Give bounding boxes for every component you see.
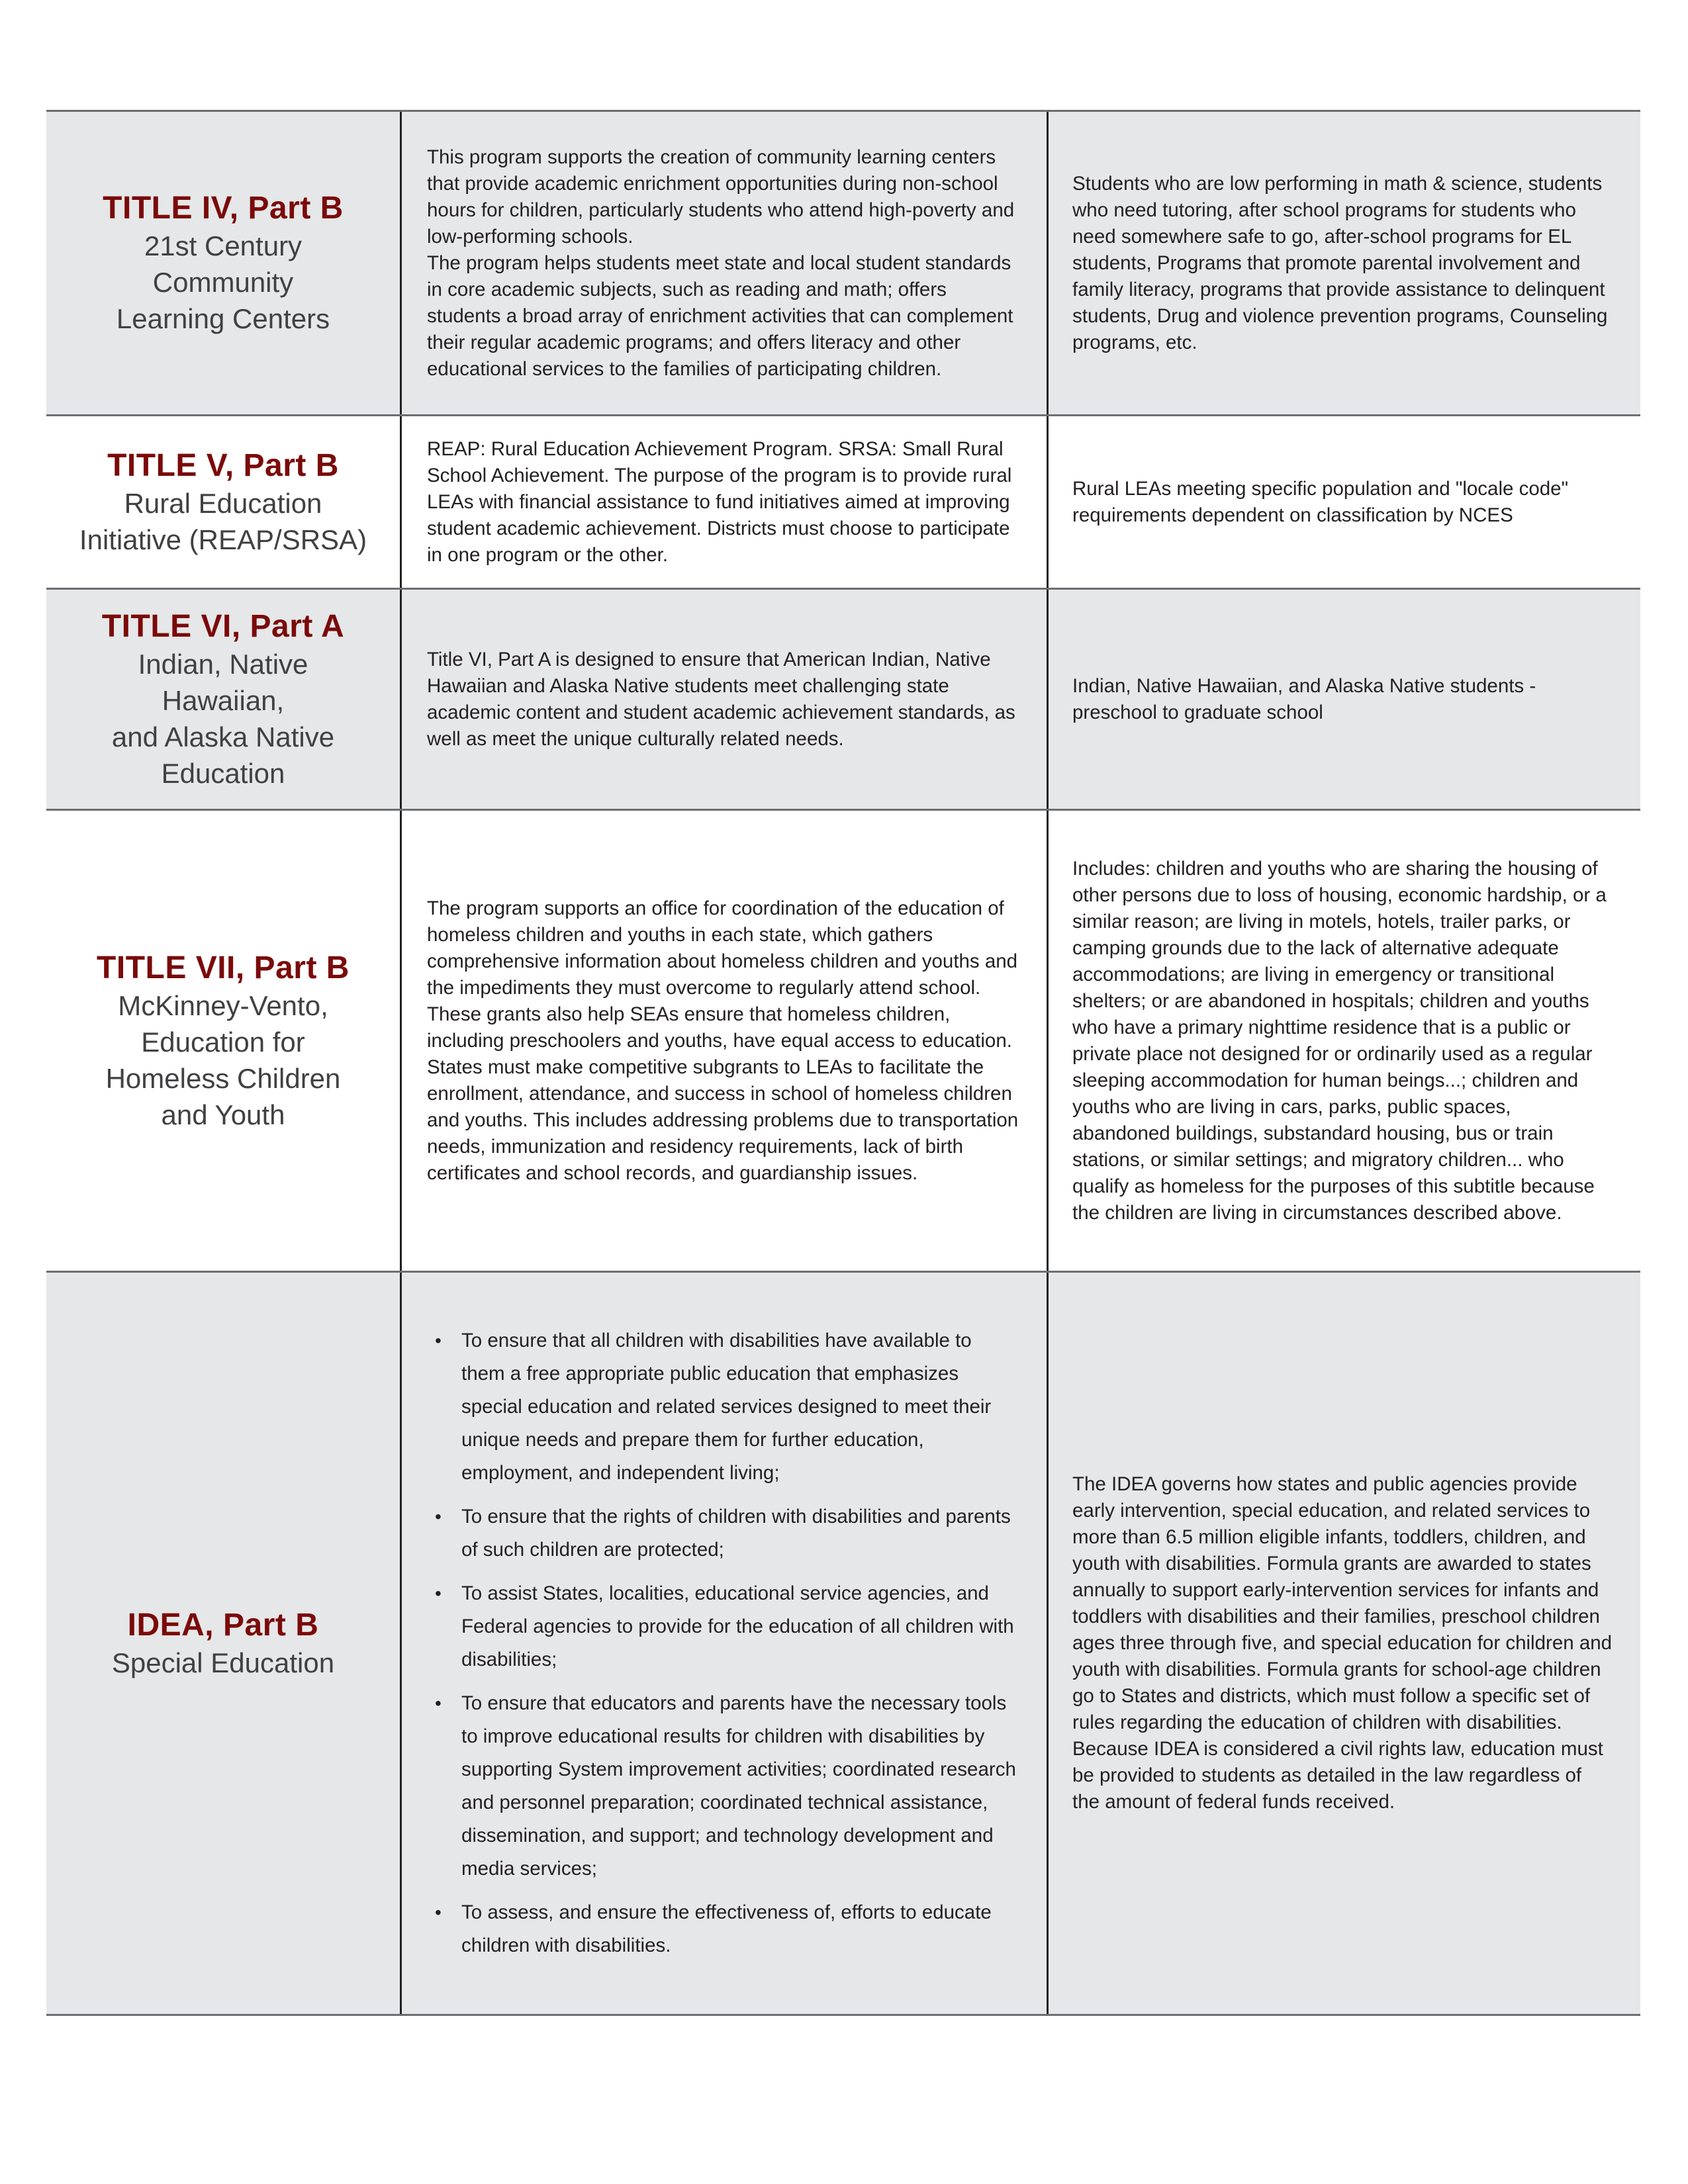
eligibility-text: The IDEA governs how states and public agencies provide early intervention, special education, and related services to more than 6.5 million eligible infants, toddlers, children, and youth with disabilities. Formula grants are awarded to states annually to support early-intervention services for infants and toddlers with disabilities and their families, preschool children ages three through five, and special education for children and youth with disabilities. Formula grants for school-age children go to States and districts, which must follow a specific set of rules regarding the education of children with disabilities. Because IDEA is considered a civil rights law, education must be provided to students as detailed in the law regardless of the amount of federal funds received.	[1072, 1473, 1613, 1813]
program-subtitle-line: Hawaiian,	[162, 684, 285, 716]
program-subtitle-line: Initiative (REAP/SRSA)	[79, 523, 367, 555]
program-subtitle-line: Community	[152, 267, 294, 298]
eligibility-text: Includes: children and youths who are sharing the housing of other persons due to loss of housing, economic hardship, or a similar reason; are living in motels, hotels, trailer parks, or camping grounds due to the lack of alternative adequate accommodations; are living in emergency or transitional shelters; or are abandoned in hospitals; children and youths who have a primary nighttime residence that is a public or private place not designed for or ordinarily used as a regular sleeping accommodation for human beings...; children and youths who are living in cars, parks, public spaces, abandoned buildings, substandard housing, bus or train stations, or similar settings; and migratory children... who qualify as homeless for the purposes of this subtitle because the children are living in circumstances described above.	[1072, 857, 1607, 1224]
purpose-bullet-list	[427, 1324, 1020, 1962]
bullet-icon: •	[435, 1693, 442, 1713]
table-row-title-v	[46, 416, 1640, 590]
program-title: TITLE V, Part B	[107, 447, 339, 483]
bullet-item	[435, 1324, 1020, 1490]
bullet-item	[435, 1687, 1020, 1886]
program-name-cell	[46, 811, 402, 1271]
table-row-title-iv	[46, 112, 1640, 416]
eligibility-cell	[1049, 590, 1640, 809]
eligibility-cell	[1049, 112, 1640, 414]
program-description: Title VI, Part A is designed to ensure that American Indian, Native Hawaiian and Alaska Native students meet challenging state academic content and student academic achievement standards, as well as meet the unique culturally related needs.	[427, 648, 1015, 750]
eligibility-cell	[1049, 1273, 1640, 2014]
bullet-text: To ensure that educators and parents have the necessary tools to improve educational results for children with disabilities by supporting System improvement activities; coordinated research and personnel preparation; coordinated technical assistance, dissemination, and support; and technology development and media services;	[461, 1692, 1016, 1880]
bullet-item	[435, 1896, 1020, 1962]
bullet-item	[435, 1500, 1020, 1567]
program-name-cell	[46, 416, 402, 588]
program-name-cell	[46, 590, 402, 809]
program-subtitle-line: Homeless Children	[105, 1062, 341, 1094]
program-subtitle-line: McKinney-Vento,	[118, 989, 328, 1021]
table-row-title-vi	[46, 590, 1640, 811]
bullet-icon: •	[435, 1506, 442, 1527]
program-subtitle-line: 21st Century	[144, 230, 303, 261]
eligibility-text: Students who are low performing in math & science, students who need tutoring, after school programs for students who need somewhere safe to go, after-school programs for EL students, Programs that promote parental involvement and family literacy, programs that provide assistance to delinquent students, Drug and violence prevention programs, Counseling programs, etc.	[1072, 172, 1608, 353]
program-subtitle-line: Education	[161, 757, 285, 789]
program-subtitle-line: and Alaska Native	[111, 721, 335, 752]
program-subtitle-line: Special Education	[111, 1647, 335, 1678]
program-description: REAP: Rural Education Achievement Program. SRSA: Small Rural School Achievement. The purpose of the program is to provide rural LEAs with financial assistance to fund initiatives aimed at improving student academic achievement. Districts must choose to participate in one program or the other.	[427, 437, 1012, 566]
program-description-cell	[402, 590, 1049, 809]
program-description-cell	[402, 112, 1049, 414]
programs-table	[46, 110, 1640, 2016]
program-title: TITLE IV, Part B	[103, 191, 344, 226]
bullet-icon: •	[435, 1583, 442, 1604]
eligibility-text: Rural LEAs meeting specific population and "locale code" requirements dependent on classification by NCES	[1072, 477, 1569, 526]
bullet-text: To ensure that all children with disabilities have available to them a free appropriate public education that emphasizes special education and related services designed to meet their unique needs and prepare them for further education, employment, and independent living;	[461, 1330, 992, 1484]
program-description: The program supports an office for coordination of the education of homeless children and youths in each state, which gathers comprehensive information about homeless children and youths and the impediments they must overcome to regularly attend school. These grants also help SEAs ensure that homeless children, including preschoolers and youths, have equal access to education. States must make competitive subgrants to LEAs to facilitate the enrollment, attendance, and success in school of homeless children and youths. This includes addressing problems due to transportation needs, immunization and residency requirements, lack of birth certificates and school records, and guardianship issues.	[427, 897, 1019, 1184]
program-title: TITLE VI, Part A	[101, 608, 345, 644]
eligibility-cell	[1049, 416, 1640, 588]
program-title: TITLE VII, Part B	[97, 950, 350, 985]
eligibility-text: Indian, Native Hawaiian, and Alaska Native students - preschool to graduate school	[1072, 674, 1536, 723]
table-row-idea	[46, 1273, 1640, 2016]
program-description-cell	[402, 416, 1049, 588]
eligibility-cell	[1049, 811, 1640, 1271]
bullet-item	[435, 1577, 1020, 1676]
program-subtitle-line: Indian, Native	[138, 648, 308, 680]
program-subtitle-line: Rural Education	[124, 487, 322, 519]
program-subtitle-line: Learning Centers	[116, 303, 330, 334]
program-title: IDEA, Part B	[127, 1607, 319, 1643]
program-description: This program supports the creation of community learning centers that provide academic enrichment opportunities during non-school hours for children, particularly students who attend high-poverty and low-performing schools. The program helps students meet state and local student standards in core academic subjects, such as reading and math; offers students a broad array of enrichment activities that can complement their regular academic programs; and offers literacy and other educational services to the families of participating children.	[427, 146, 1015, 380]
bullet-text: To ensure that the rights of children with disabilities and parents of such children are protected;	[461, 1506, 1011, 1561]
program-subtitle-line: and Youth	[161, 1099, 285, 1130]
program-description-cell	[402, 811, 1049, 1271]
program-name-cell	[46, 1273, 402, 2014]
bullet-text: To assess, and ensure the effectiveness of, efforts to educate children with disabilities.	[461, 1901, 992, 1956]
program-subtitle-line: Education for	[141, 1026, 305, 1058]
table-row-title-vii	[46, 811, 1640, 1273]
program-name-cell	[46, 112, 402, 414]
bullet-icon: •	[435, 1330, 442, 1351]
bullet-text: To assist States, localities, educational service agencies, and Federal agencies to provide for the education of all children with disabilities;	[461, 1582, 1014, 1670]
bullet-icon: •	[435, 1902, 442, 1923]
program-description-cell	[402, 1273, 1049, 2014]
